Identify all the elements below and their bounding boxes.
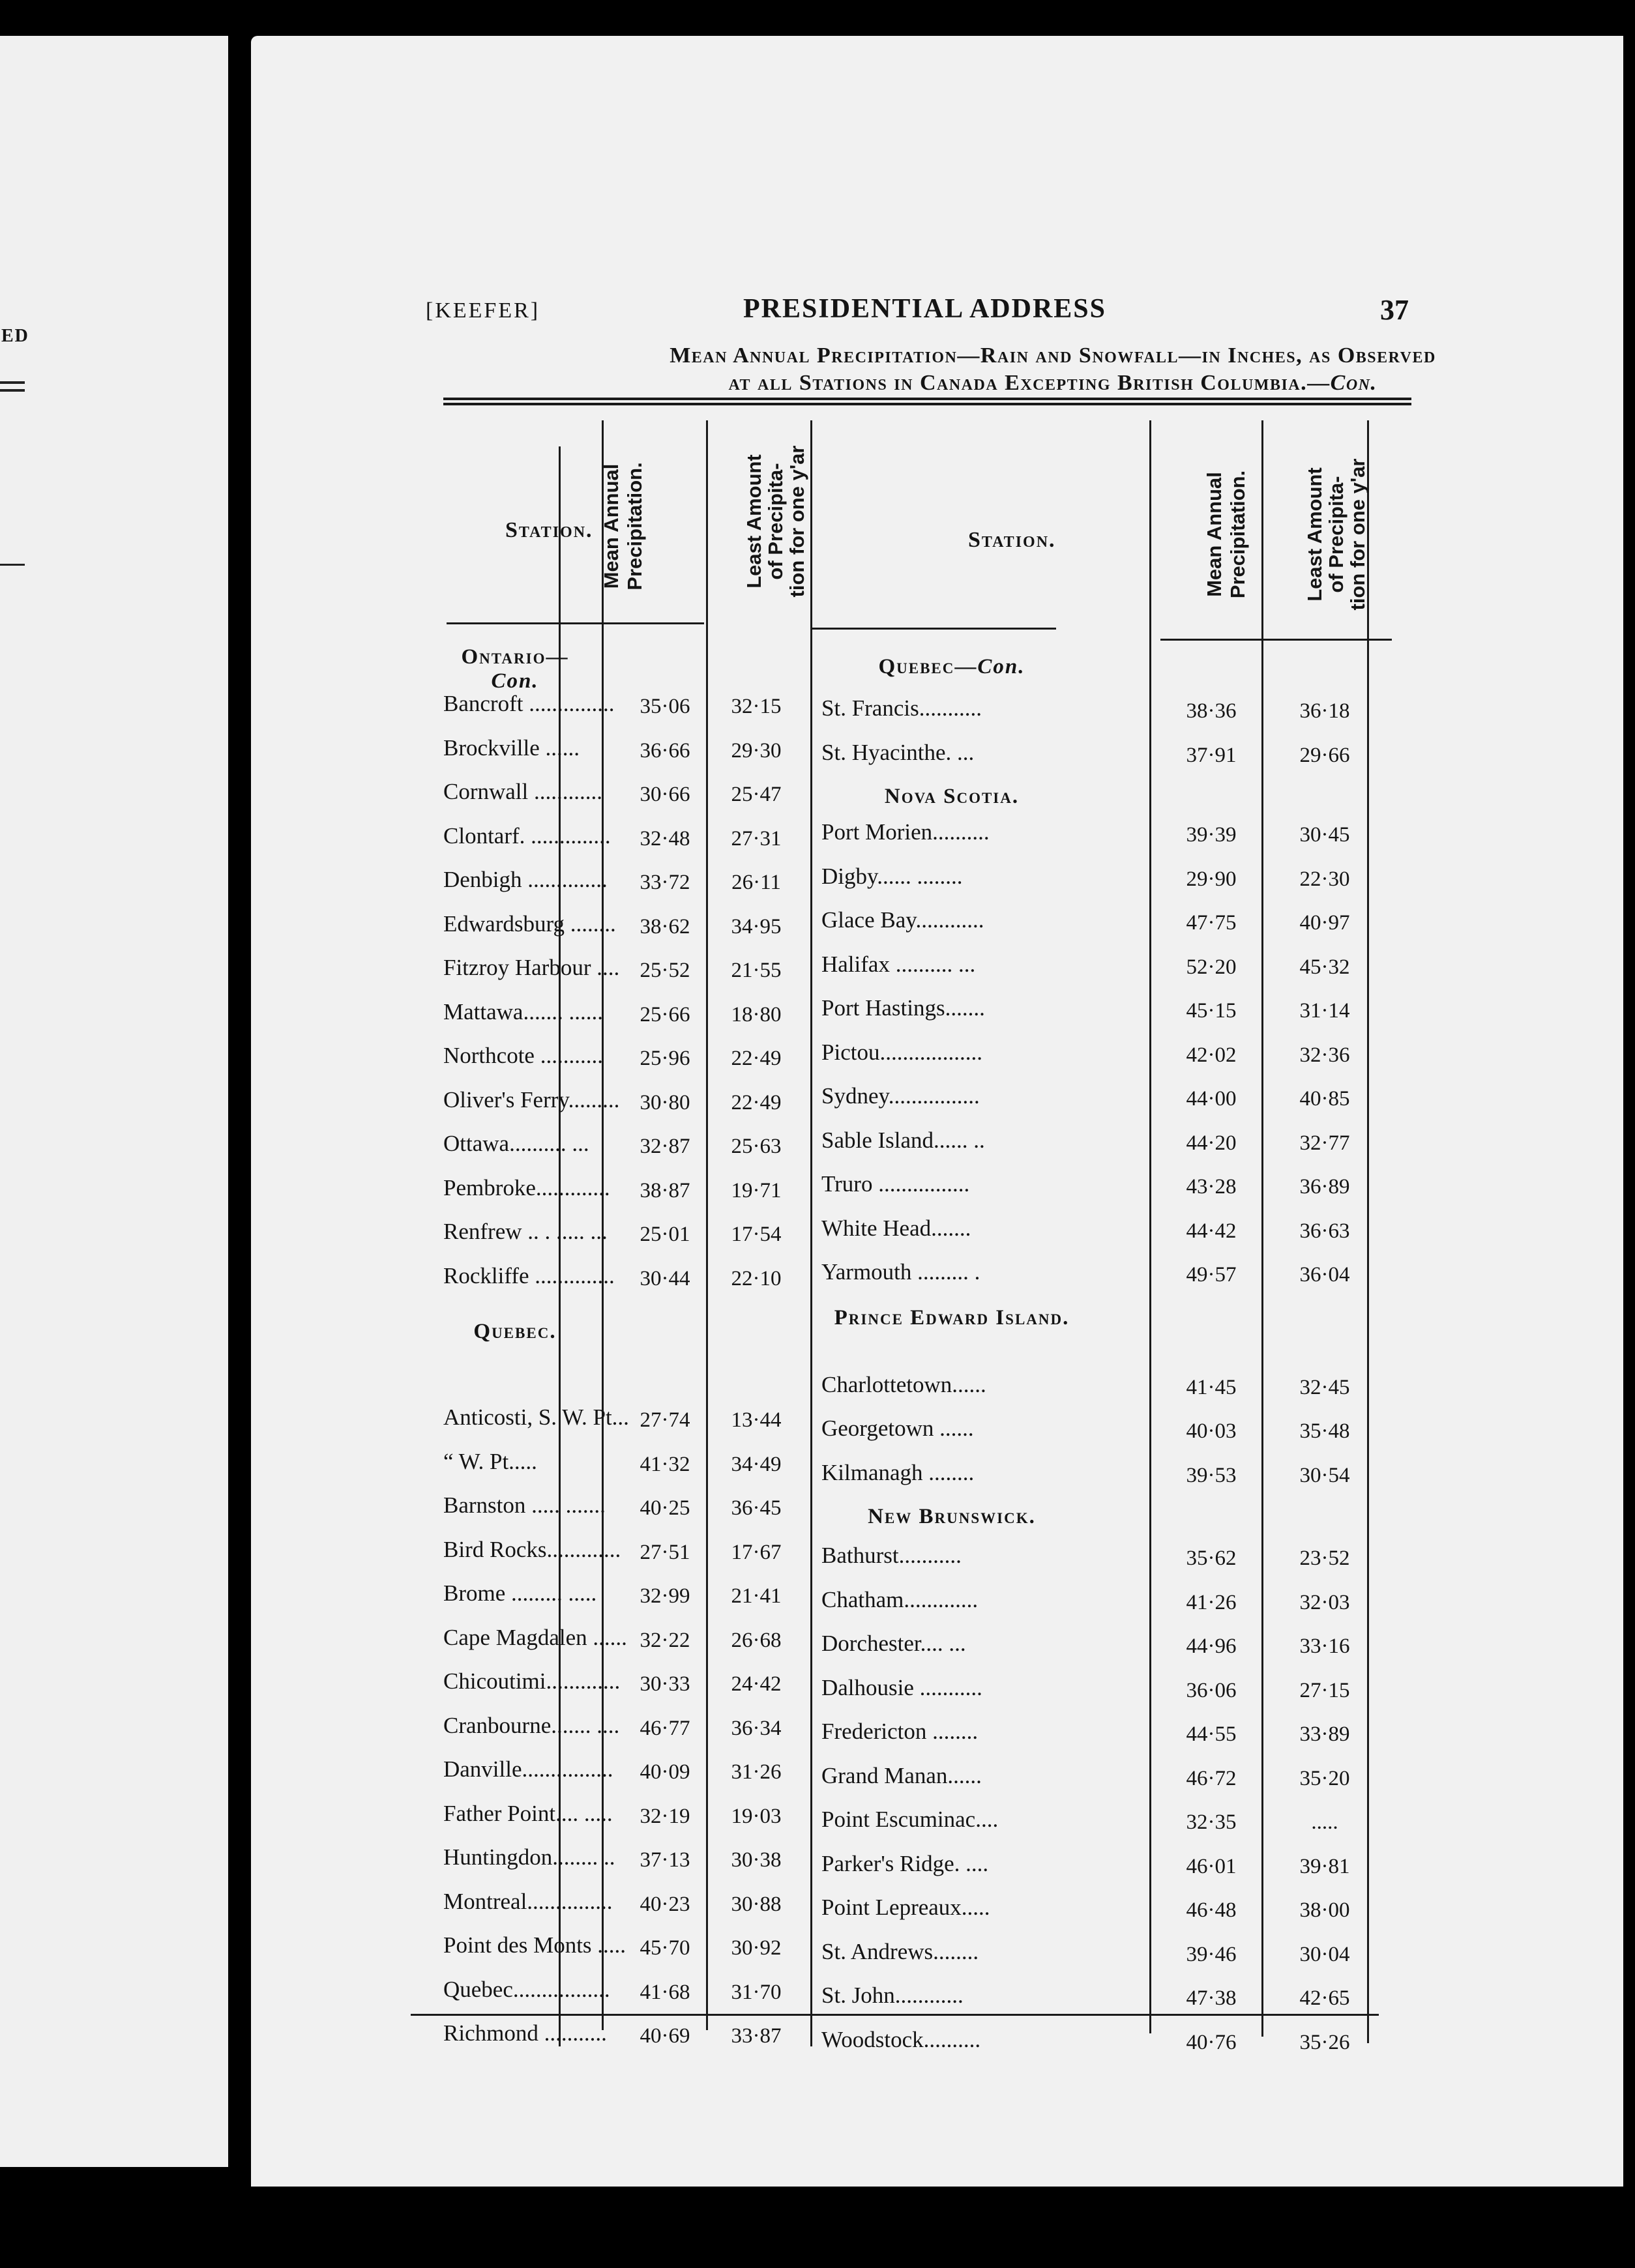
least-precipitation-value: 29·66 bbox=[1299, 743, 1350, 767]
mean-precipitation-value: 39·39 bbox=[1186, 823, 1237, 847]
station-name: Richmond ........... bbox=[443, 2020, 607, 2046]
station-name: Point Lepreaux..... bbox=[821, 1895, 990, 1920]
header-underline bbox=[447, 622, 704, 624]
mean-precipitation-value: 30·66 bbox=[640, 783, 690, 806]
station-name: Quebec................. bbox=[443, 1976, 610, 2002]
mean-precipitation-value: 25·01 bbox=[640, 1223, 690, 1246]
mean-column-header: Mean Annual Precipitation. bbox=[600, 462, 646, 590]
station-name: St. Francis........... bbox=[821, 695, 982, 721]
caption-double-rule bbox=[443, 398, 1411, 400]
least-precipitation-value: 35·48 bbox=[1299, 1419, 1350, 1443]
section-heading: Prince Edward Island. bbox=[834, 1305, 1070, 1330]
station-name: Anticosti, S. W. Pt... bbox=[443, 1404, 629, 1430]
least-precipitation-value: 32·15 bbox=[731, 695, 782, 718]
station-name: Huntingdon........ .. bbox=[443, 1844, 615, 1870]
station-name: Ottawa.......... ... bbox=[443, 1131, 589, 1156]
station-name: Chatham............. bbox=[821, 1586, 979, 1612]
station-name: Halifax .......... ... bbox=[821, 951, 976, 977]
least-precipitation-value: 31·70 bbox=[731, 1980, 782, 2004]
least-precipitation-value: 13·44 bbox=[731, 1408, 782, 1432]
least-precipitation-value: 31·26 bbox=[731, 1760, 782, 1784]
least-precipitation-value: 32·77 bbox=[1299, 1131, 1350, 1155]
least-precipitation-value: 25·63 bbox=[731, 1135, 782, 1158]
station-name: Dalhousie ........... bbox=[821, 1674, 982, 1700]
mean-precipitation-value: 25·52 bbox=[640, 959, 690, 982]
station-name: Digby...... ........ bbox=[821, 863, 963, 889]
station-name: Montreal............... bbox=[443, 1888, 613, 1914]
station-name: Rockliffe .............. bbox=[443, 1262, 615, 1288]
facing-page-rule bbox=[0, 381, 25, 384]
mean-precipitation-value: 30·33 bbox=[640, 1672, 690, 1696]
station-name: St. Hyacinthe. ... bbox=[821, 739, 975, 765]
mean-precipitation-value: 27·74 bbox=[640, 1408, 690, 1432]
least-precipitation-value: 18·80 bbox=[731, 1002, 782, 1026]
least-precipitation-value: 45·32 bbox=[1299, 955, 1350, 979]
least-precipitation-value: 30·88 bbox=[731, 1892, 782, 1916]
station-name: Glace Bay............ bbox=[821, 907, 984, 933]
least-precipitation-value: 40·97 bbox=[1299, 911, 1350, 935]
station-name: Grand Manan...... bbox=[821, 1762, 982, 1788]
mean-precipitation-value: 47·75 bbox=[1186, 911, 1237, 935]
mean-precipitation-value: 40·69 bbox=[640, 2024, 690, 2048]
least-precipitation-value: 19·03 bbox=[731, 1804, 782, 1828]
mean-precipitation-value: 39·53 bbox=[1186, 1463, 1237, 1487]
station-name: Bird Rocks............. bbox=[443, 1536, 621, 1562]
least-precipitation-value: 22·49 bbox=[731, 1090, 782, 1114]
mean-precipitation-value: 37·13 bbox=[640, 1848, 690, 1872]
station-name: Northcote ........... bbox=[443, 1043, 603, 1068]
station-name: Denbigh .............. bbox=[443, 867, 608, 892]
station-name: Mattawa....... ...... bbox=[443, 998, 603, 1025]
mean-column-header-right: Mean Annual Precipitation. bbox=[1203, 470, 1249, 599]
least-precipitation-value: 33·16 bbox=[1299, 1635, 1350, 1658]
mean-precipitation-value: 46·77 bbox=[640, 1716, 690, 1740]
column-rule bbox=[1149, 420, 1151, 2033]
station-name: Brockville ...... bbox=[443, 734, 580, 761]
station-name: Kilmanagh ........ bbox=[821, 1459, 975, 1485]
mean-precipitation-value: 32·87 bbox=[640, 1135, 690, 1158]
station-name: Fitzroy Harbour .... bbox=[443, 955, 620, 980]
mean-precipitation-value: 29·90 bbox=[1186, 867, 1237, 891]
mean-precipitation-value: 35·06 bbox=[640, 695, 690, 718]
mean-precipitation-value: 25·96 bbox=[640, 1047, 690, 1070]
table-bottom-rule bbox=[411, 2014, 1379, 2016]
station-name: St. John............ bbox=[821, 1983, 964, 2008]
station-name: Sydney................ bbox=[821, 1083, 980, 1109]
mean-precipitation-value: 42·02 bbox=[1186, 1043, 1237, 1067]
least-precipitation-value: 36·18 bbox=[1299, 699, 1350, 723]
mean-precipitation-value: 41·68 bbox=[640, 1980, 690, 2004]
least-precipitation-value: 36·04 bbox=[1299, 1263, 1350, 1287]
least-precipitation-value: 27·15 bbox=[1299, 1678, 1350, 1702]
mean-precipitation-value: 30·44 bbox=[640, 1266, 690, 1290]
header-underline bbox=[812, 628, 1056, 630]
mean-precipitation-value: 45·70 bbox=[640, 1936, 690, 1960]
section-heading: New Brunswick. bbox=[868, 1505, 1036, 1528]
least-precipitation-value: 38·00 bbox=[1299, 1898, 1350, 1922]
facing-page-rule bbox=[0, 564, 25, 566]
section-heading: Ontario—Con. bbox=[461, 645, 569, 693]
station-name: Point des Monts ..... bbox=[443, 1932, 626, 1958]
least-precipitation-value: 30·04 bbox=[1299, 1942, 1350, 1966]
least-precipitation-value: 30·45 bbox=[1299, 823, 1350, 847]
station-name: Woodstock.......... bbox=[821, 2026, 981, 2052]
facing-page-text-fragment: ED bbox=[1, 326, 29, 346]
least-precipitation-value: 24·42 bbox=[731, 1672, 782, 1696]
mean-precipitation-value: 32·48 bbox=[640, 826, 690, 850]
least-precipitation-value: 35·26 bbox=[1299, 2030, 1350, 2054]
least-precipitation-value: 22·49 bbox=[731, 1047, 782, 1070]
page-number: 37 bbox=[1380, 294, 1409, 326]
mean-precipitation-value: 44·55 bbox=[1186, 1723, 1237, 1746]
mean-precipitation-value: 52·20 bbox=[1186, 955, 1237, 979]
mean-precipitation-value: 32·22 bbox=[640, 1628, 690, 1652]
least-precipitation-value: 34·49 bbox=[731, 1452, 782, 1476]
least-precipitation-value: 32·03 bbox=[1299, 1590, 1350, 1614]
mean-precipitation-value: 44·00 bbox=[1186, 1087, 1237, 1111]
caption-double-rule bbox=[443, 403, 1411, 405]
station-name: Renfrew .. . ..... ... bbox=[443, 1219, 608, 1244]
running-header bbox=[251, 287, 1623, 326]
least-precipitation-value: 21·41 bbox=[731, 1584, 782, 1608]
station-name: Georgetown ...... bbox=[821, 1416, 974, 1441]
station-name: St. Andrews........ bbox=[821, 1938, 979, 1964]
mean-precipitation-value: 36·06 bbox=[1186, 1678, 1237, 1702]
mean-precipitation-value: 45·15 bbox=[1186, 999, 1237, 1023]
mean-precipitation-value: 43·28 bbox=[1186, 1175, 1237, 1199]
station-name: Cornwall ............ bbox=[443, 779, 603, 804]
least-precipitation-value: 25·47 bbox=[731, 783, 782, 806]
mean-precipitation-value: 32·35 bbox=[1186, 1810, 1237, 1834]
mean-precipitation-value: 44·96 bbox=[1186, 1635, 1237, 1658]
header-underline bbox=[1160, 639, 1392, 641]
least-precipitation-value: 42·65 bbox=[1299, 1986, 1350, 2010]
mean-precipitation-value: 32·99 bbox=[640, 1584, 690, 1608]
least-precipitation-value: ..... bbox=[1311, 1810, 1338, 1834]
mean-precipitation-value: 46·72 bbox=[1186, 1766, 1237, 1790]
least-column-header-right: Least Amount of Precipita- tion for one y'ar bbox=[1303, 458, 1369, 611]
station-name: Point Escuminac.... bbox=[821, 1807, 999, 1832]
least-precipitation-value: 35·20 bbox=[1299, 1766, 1350, 1790]
station-name: Barnston ..... ....... bbox=[443, 1492, 606, 1518]
mean-precipitation-value: 25·66 bbox=[640, 1002, 690, 1026]
station-name: Bancroft ............... bbox=[443, 691, 615, 716]
facing-page-rule bbox=[0, 389, 25, 392]
least-precipitation-value: 30·92 bbox=[731, 1936, 782, 1960]
mean-precipitation-value: 32·19 bbox=[640, 1804, 690, 1828]
least-precipitation-value: 21·55 bbox=[731, 959, 782, 982]
least-precipitation-value: 17·54 bbox=[731, 1223, 782, 1246]
station-column-header: Station. bbox=[505, 518, 593, 542]
section-heading: Quebec—Con. bbox=[878, 655, 1025, 678]
station-name: Cape Magdalen ...... bbox=[443, 1624, 627, 1650]
least-precipitation-value: 26·68 bbox=[731, 1628, 782, 1652]
station-name: Dorchester.... ... bbox=[821, 1631, 966, 1656]
station-name: “ W. Pt..... bbox=[443, 1448, 537, 1474]
least-precipitation-value: 36·45 bbox=[731, 1496, 782, 1520]
mean-precipitation-value: 27·51 bbox=[640, 1540, 690, 1564]
least-precipitation-value: 22·10 bbox=[731, 1266, 782, 1290]
least-precipitation-value: 30·38 bbox=[731, 1848, 782, 1872]
mean-precipitation-value: 46·01 bbox=[1186, 1854, 1237, 1878]
station-name: Truro ................ bbox=[821, 1171, 970, 1197]
least-precipitation-value: 36·63 bbox=[1299, 1219, 1350, 1243]
station-name: Clontarf. .............. bbox=[443, 822, 611, 849]
station-name: Pictou.................. bbox=[821, 1039, 982, 1065]
mean-precipitation-value: 39·46 bbox=[1186, 1942, 1237, 1966]
least-precipitation-value: 36·34 bbox=[731, 1716, 782, 1740]
station-name: Charlottetown...... bbox=[821, 1371, 986, 1397]
section-heading: Nova Scotia. bbox=[884, 785, 1020, 808]
mean-precipitation-value: 37·91 bbox=[1186, 743, 1237, 767]
mean-precipitation-value: 40·09 bbox=[640, 1760, 690, 1784]
mean-precipitation-value: 40·03 bbox=[1186, 1419, 1237, 1443]
book-page bbox=[251, 36, 1623, 2187]
mean-precipitation-value: 33·72 bbox=[640, 871, 690, 894]
least-precipitation-value: 29·30 bbox=[731, 738, 782, 763]
least-precipitation-value: 27·31 bbox=[731, 826, 782, 850]
facing-page bbox=[0, 36, 228, 2167]
least-precipitation-value: 22·30 bbox=[1299, 867, 1350, 891]
least-precipitation-value: 34·95 bbox=[731, 914, 782, 938]
mean-precipitation-value: 35·62 bbox=[1186, 1547, 1237, 1570]
least-precipitation-value: 31·14 bbox=[1299, 999, 1350, 1023]
mean-precipitation-value: 41·26 bbox=[1186, 1590, 1237, 1614]
station-column-header-right: Station. bbox=[968, 528, 1056, 552]
caption-line-2: at all Stations in Canada Excepting British Columbia.—Con. bbox=[728, 371, 1377, 395]
mean-precipitation-value: 40·76 bbox=[1186, 2030, 1237, 2054]
station-name: Port Hastings....... bbox=[821, 995, 985, 1021]
station-name: Father Point.... ..... bbox=[443, 1800, 613, 1826]
station-name: Danville................ bbox=[443, 1756, 613, 1782]
least-precipitation-value: 33·89 bbox=[1299, 1723, 1350, 1746]
mean-precipitation-value: 40·23 bbox=[640, 1892, 690, 1916]
table-caption bbox=[437, 342, 1635, 397]
section-heading: Quebec. bbox=[473, 1320, 557, 1343]
station-name: Cranbourne....... .... bbox=[443, 1712, 620, 1738]
least-precipitation-value: 17·67 bbox=[731, 1540, 782, 1564]
mean-precipitation-value: 41·45 bbox=[1186, 1375, 1237, 1399]
least-precipitation-value: 36·89 bbox=[1299, 1175, 1350, 1199]
least-column-header: Least Amount of Precipita- tion for one y'ar bbox=[743, 445, 808, 598]
least-precipitation-value: 32·36 bbox=[1299, 1043, 1350, 1067]
precipitation-table bbox=[437, 420, 1424, 2053]
least-precipitation-value: 39·81 bbox=[1299, 1854, 1350, 1878]
station-name: Port Morien.......... bbox=[821, 819, 990, 845]
station-name: Yarmouth ......... . bbox=[821, 1259, 980, 1285]
mean-precipitation-value: 44·20 bbox=[1186, 1131, 1237, 1155]
mean-precipitation-value: 44·42 bbox=[1186, 1219, 1237, 1243]
mean-precipitation-value: 36·66 bbox=[640, 738, 690, 763]
caption-line-1: Mean Annual Precipitation—Rain and Snowfall—in Inches, as Observed bbox=[670, 343, 1436, 368]
mean-precipitation-value: 49·57 bbox=[1186, 1263, 1237, 1287]
least-precipitation-value: 19·71 bbox=[731, 1178, 782, 1202]
station-name: Brome ......... ..... bbox=[443, 1580, 597, 1606]
least-precipitation-value: 40·85 bbox=[1299, 1087, 1350, 1111]
mean-precipitation-value: 38·62 bbox=[640, 914, 690, 938]
mean-precipitation-value: 40·25 bbox=[640, 1496, 690, 1520]
least-precipitation-value: 32·45 bbox=[1299, 1375, 1350, 1399]
station-name: White Head....... bbox=[821, 1215, 971, 1241]
running-title: PRESIDENTIAL ADDRESS bbox=[743, 294, 1107, 324]
mean-precipitation-value: 38·36 bbox=[1186, 699, 1237, 723]
station-name: Bathurst........... bbox=[821, 1543, 962, 1568]
station-name: Pembroke............. bbox=[443, 1174, 610, 1200]
station-name: Edwardsburg ........ bbox=[443, 910, 616, 937]
author-tag: [KEEFER] bbox=[426, 298, 540, 323]
least-precipitation-value: 33·87 bbox=[731, 2024, 782, 2048]
least-precipitation-value: 26·11 bbox=[731, 871, 781, 894]
station-name: Sable Island...... .. bbox=[821, 1127, 985, 1153]
mean-precipitation-value: 30·80 bbox=[640, 1090, 690, 1114]
station-name: Fredericton ........ bbox=[821, 1719, 979, 1744]
station-name: Chicoutimi............. bbox=[443, 1668, 621, 1694]
mean-precipitation-value: 47·38 bbox=[1186, 1986, 1237, 2010]
station-name: Parker's Ridge. .... bbox=[821, 1850, 989, 1876]
mean-precipitation-value: 41·32 bbox=[640, 1452, 690, 1476]
mean-precipitation-value: 38·87 bbox=[640, 1178, 690, 1202]
mean-precipitation-value: 46·48 bbox=[1186, 1898, 1237, 1922]
station-name: Oliver's Ferry......... bbox=[443, 1086, 620, 1112]
least-precipitation-value: 23·52 bbox=[1299, 1547, 1350, 1570]
least-precipitation-value: 30·54 bbox=[1299, 1463, 1350, 1487]
